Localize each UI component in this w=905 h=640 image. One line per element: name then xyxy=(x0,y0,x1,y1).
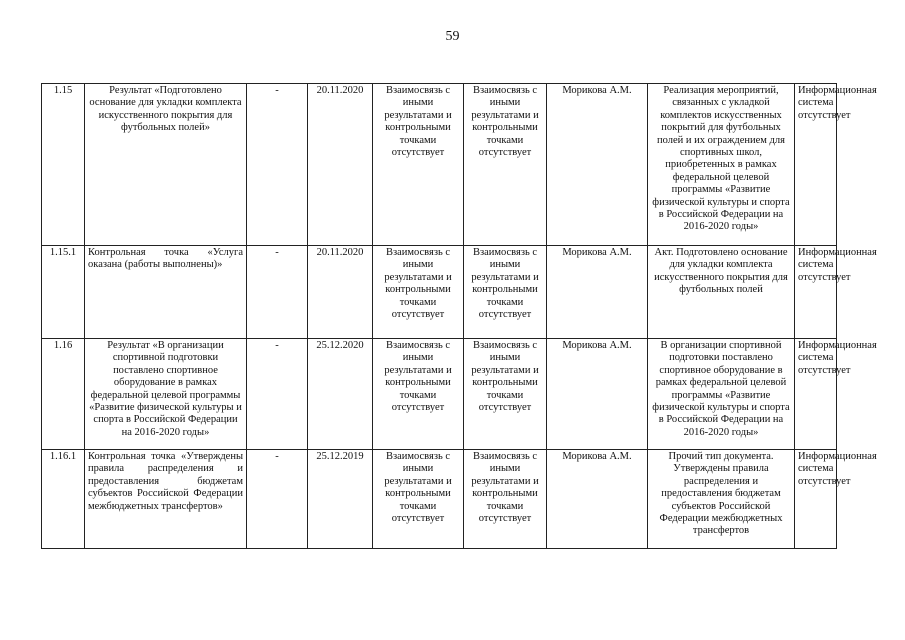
row-number: 1.15 xyxy=(42,84,85,246)
row-relation-2: Взаимосвязь с иными результатами и контрольными точками отсутствует xyxy=(464,246,547,339)
table-row xyxy=(42,84,837,246)
row-relation-1: Взаимосвязь с иными результатами и контрольными точками отсутствует xyxy=(373,339,464,450)
row-system: Информационная система отсутствует xyxy=(795,246,837,339)
row-description: Акт. Подготовлено основание для укладки комплекта искусственного покрытия для футбольных полей xyxy=(648,246,795,339)
row-dash: - xyxy=(247,246,308,339)
row-relation-2: Взаимосвязь с иными результатами и контрольными точками отсутствует xyxy=(464,450,547,549)
row-relation-2: Взаимосвязь с иными результатами и контрольными точками отсутствует xyxy=(464,84,547,246)
row-description: Реализация мероприятий, связанных с укладкой комплектов искусственных покрытий для футбольных полей и их ограждением для спортивных школ, приобретенных в рамках федеральной целевой программы «Развитие физической культуры и спорта в Российской Федерации на 2016-2020 годы» xyxy=(648,84,795,246)
table-row xyxy=(42,450,837,549)
page-number: 59 xyxy=(445,29,460,44)
row-number: 1.15.1 xyxy=(42,246,85,339)
row-name: Результат «Подготовлено основание для укладки комплекта искусственного покрытия для футбольных полей» xyxy=(85,84,247,246)
row-number: 1.16 xyxy=(42,339,85,450)
plan-table xyxy=(41,83,877,549)
row-date: 20.11.2020 xyxy=(308,246,373,339)
row-responsible: Морикова А.М. xyxy=(547,246,648,339)
row-relation-1: Взаимосвязь с иными результатами и контрольными точками отсутствует xyxy=(373,246,464,339)
row-name: Контрольная точка «Услуга оказана (работы выполнены)» xyxy=(85,246,247,339)
row-date: 20.11.2020 xyxy=(308,84,373,246)
table-row xyxy=(42,246,837,339)
row-description: В организации спортивной подготовки поставлено спортивное оборудование в рамках федеральной целевой программы «Развитие физической культуры и спорта в Российской Федерации на 2016-2020 годы» xyxy=(648,339,795,450)
row-dash: - xyxy=(247,339,308,450)
row-description: Прочий тип документа. Утверждены правила распределения и предоставления бюджетам субъектов Российской Федерации межбюджетных трансфертов xyxy=(648,450,795,549)
row-system: Информационная система отсутствует xyxy=(795,84,837,246)
row-name: Контрольная точка «Утверждены правила распределения и предоставления бюджетам субъектов Российской Федерации межбюджетных трансфертов» xyxy=(85,450,247,549)
row-relation-1: Взаимосвязь с иными результатами и контрольными точками отсутствует xyxy=(373,450,464,549)
row-system: Информационная система отсутствует xyxy=(795,450,837,549)
row-dash: - xyxy=(247,450,308,549)
table-row xyxy=(42,339,837,450)
row-responsible: Морикова А.М. xyxy=(547,339,648,450)
row-responsible: Морикова А.М. xyxy=(547,84,648,246)
row-relation-2: Взаимосвязь с иными результатами и контрольными точками отсутствует xyxy=(464,339,547,450)
row-dash: - xyxy=(247,84,308,246)
row-responsible: Морикова А.М. xyxy=(547,450,648,549)
row-date: 25.12.2020 xyxy=(308,339,373,450)
row-name: Результат «В организации спортивной подготовки поставлено спортивное оборудование в рамках федеральной целевой программы «Развитие физической культуры и спорта в Российской Федерации на 2016-2020 годы» xyxy=(85,339,247,450)
row-relation-1: Взаимосвязь с иными результатами и контрольными точками отсутствует xyxy=(373,84,464,246)
row-system: Информационная система отсутствует xyxy=(795,339,837,450)
row-number: 1.16.1 xyxy=(42,450,85,549)
row-date: 25.12.2019 xyxy=(308,450,373,549)
